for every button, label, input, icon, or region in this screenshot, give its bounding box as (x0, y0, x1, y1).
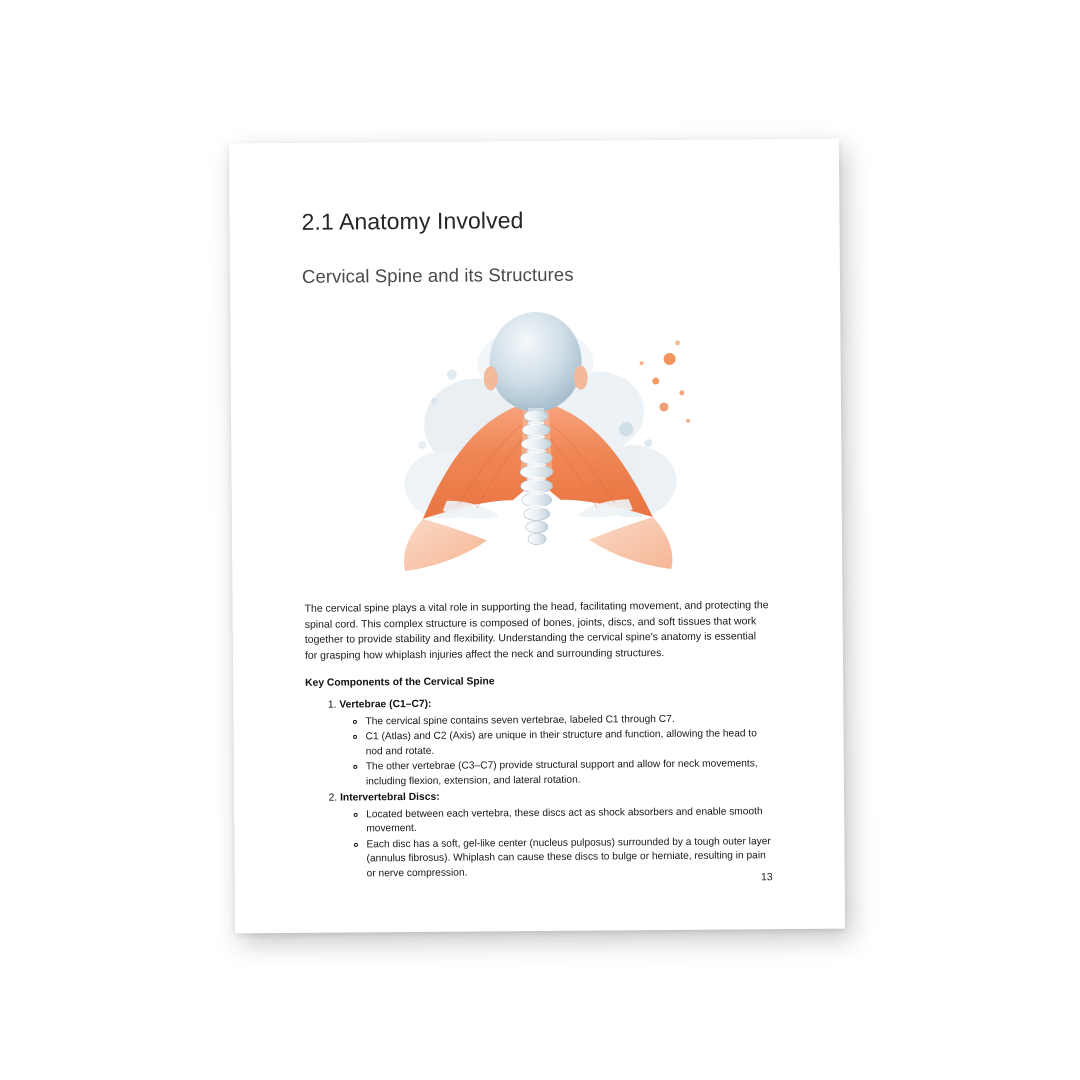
list-item: ◦ C1 (Atlas) and C2 (Axis) are unique in their structure and function, allowing the head to nod and rotate. (366, 727, 772, 759)
component-label: Intervertebral Discs: (340, 791, 440, 804)
right-shoulder (589, 517, 673, 570)
list-item: ◦ Located between each vertebra, these discs act as shock absorbers and enable smooth movement. (366, 805, 772, 837)
left-shoulder (404, 518, 488, 571)
list-item: ◦ The other vertebrae (C3–C7) provide structural support and allow for neck movements, including flexion, extension, and lateral rotation. (366, 757, 772, 789)
cervical-spine-watercolor-illustration (325, 302, 747, 587)
document-page (229, 139, 845, 934)
components-list (305, 695, 772, 882)
list-item: ◦ Each disc has a soft, gel-like center (nucleus pulposus) surrounded by a tough outer layer (annulus fibrosus). Whiplash can cause these discs to bulge or herniate, resulting in pain or nerve compression. (366, 835, 772, 882)
components-heading: Key Components of the Cervical Spine (305, 676, 495, 689)
list-item (340, 788, 773, 884)
component-bullets (339, 712, 772, 790)
list-item (339, 695, 772, 789)
page-content (229, 139, 845, 934)
section-subtitle: Cervical Spine and its Structures (301, 263, 574, 287)
vertebral-column (519, 408, 553, 545)
page-title: 2.1 Anatomy Involved (301, 207, 524, 235)
cervical-spine-figure (302, 302, 770, 588)
intro-paragraph: The cervical spine plays a vital role in supporting the head, facilitating movement, and protecting the spinal cord. This complex structure is composed of bones, joints, discs, and soft tissues that work together to provide stability and flexibility. Understanding the cervical spine's anatomy is essential for grasping how whiplash injuries affect the neck and surrounding structures. (304, 599, 769, 662)
list-item: ◦ The cervical spine contains seven vertebrae, labeled C1 through C7. (365, 712, 771, 730)
component-label: Vertebrae (C1–C7): (339, 698, 432, 711)
page-number: 13 (760, 871, 773, 884)
component-bullets (340, 805, 773, 882)
